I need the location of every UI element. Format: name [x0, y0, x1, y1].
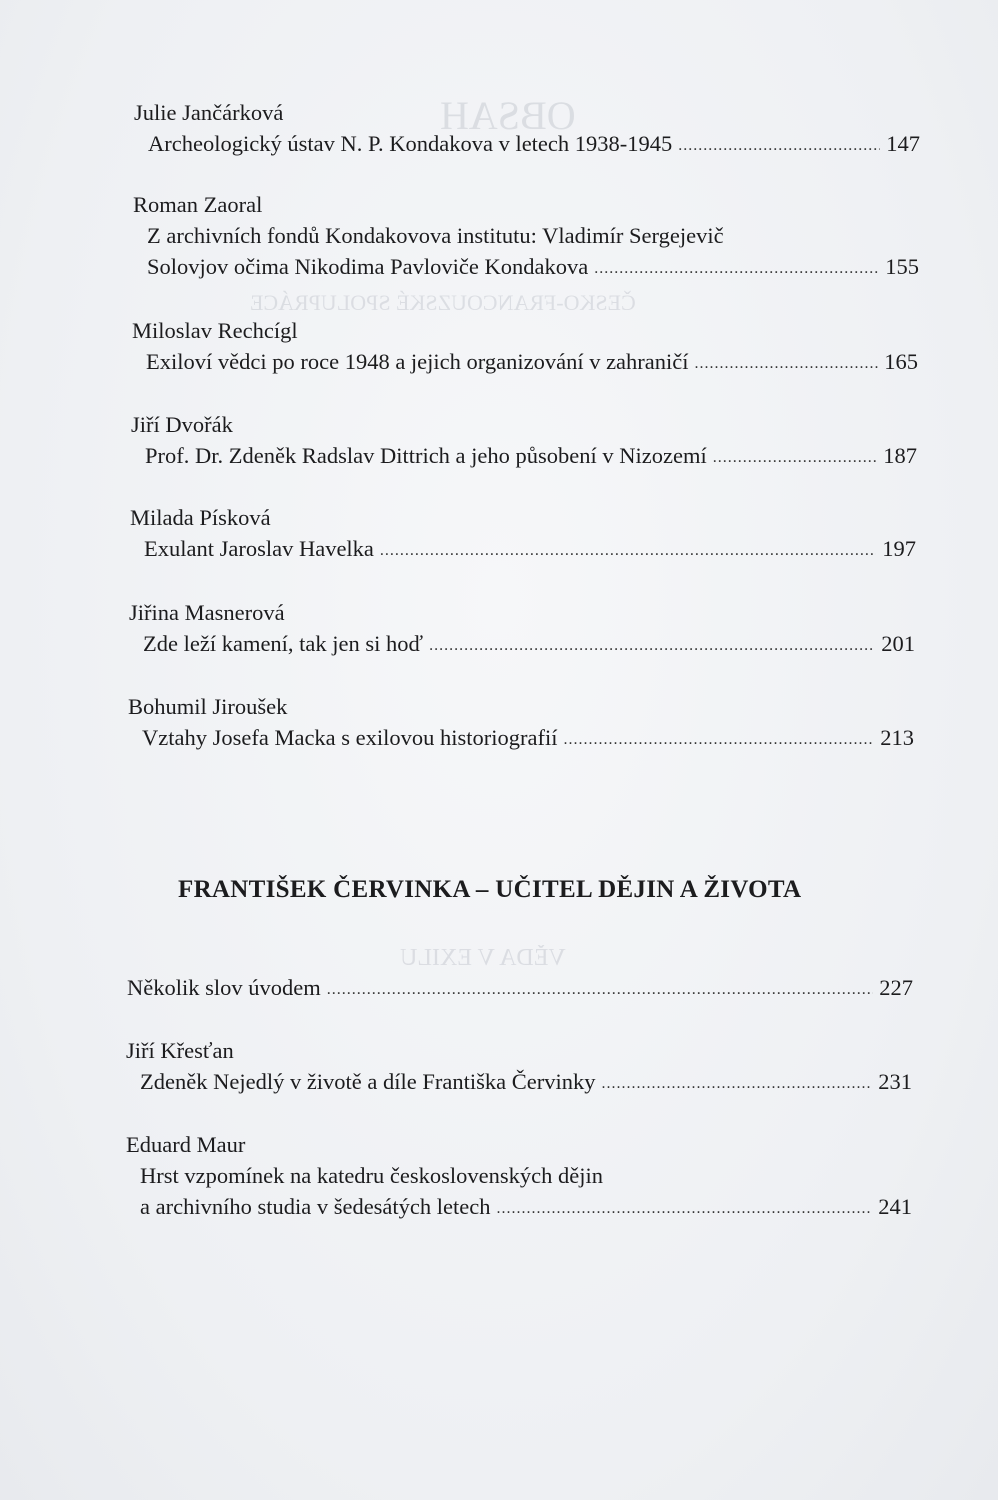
toc-entry [132, 315, 918, 380]
entry-title-row[interactable] [126, 1066, 912, 1100]
entry-author: Jiří Dvořák [131, 412, 233, 437]
dot-leader [602, 1068, 873, 1099]
entry-page-number: 165 [884, 349, 918, 374]
entry-page-number: 155 [885, 254, 919, 279]
show-through-text: ČESKO-FRANCOUZSKÉ SPOLUPRÁCE [250, 290, 636, 315]
dot-leader [380, 535, 876, 566]
entry-author: Milada Písková [130, 505, 271, 530]
entry-page-number: 213 [880, 725, 914, 750]
dot-leader [564, 724, 875, 755]
dot-leader [678, 130, 880, 161]
entry-title-row[interactable] [130, 533, 916, 567]
entry-title-row[interactable] [131, 440, 917, 474]
entry-page-number: 227 [879, 975, 913, 1000]
show-through-text: OBSAH [440, 93, 576, 138]
entry-title-row[interactable] [129, 628, 915, 662]
entry-title: Exulant Jaroslav Havelka [144, 536, 374, 561]
toc-entry [126, 1035, 912, 1100]
dot-leader [695, 348, 879, 379]
entry-author: Julie Jančárková [134, 100, 284, 125]
toc-entry [133, 189, 919, 285]
entry-author: Miloslav Rechcígl [132, 318, 298, 343]
dot-leader [429, 630, 875, 661]
entry-title: Zdeněk Nejedlý v životě a díle Františka Červinky [140, 1069, 596, 1094]
entry-author: Roman Zaoral [133, 192, 263, 217]
entry-author: Jiří Křesťan [126, 1038, 234, 1063]
entry-title-row[interactable] [132, 346, 918, 380]
toc-entry [130, 502, 916, 567]
dot-leader [497, 1193, 873, 1224]
entry-author: Jiřina Masnerová [129, 600, 285, 625]
entry-title: Archeologický ústav N. P. Kondakova v letech 1938-1945 [148, 131, 673, 156]
entry-author: Bohumil Jiroušek [128, 694, 288, 719]
section-heading: FRANTIŠEK ČERVINKA – UČITEL DĚJIN A ŽIVOTA [178, 876, 802, 903]
entry-page-number: 201 [881, 631, 915, 656]
toc-entry [129, 597, 915, 662]
entry-title: a archivního studia v šedesátých letech [140, 1194, 491, 1219]
entry-title: Vztahy Josefa Macka s exilovou historiografií [142, 725, 558, 750]
entry-title-row[interactable] [133, 251, 919, 285]
entry-title-row[interactable] [127, 972, 913, 1006]
toc-entry [127, 972, 913, 1006]
entry-title-row[interactable] [126, 1191, 912, 1225]
dot-leader [594, 253, 879, 284]
entry-title: Zde leží kamení, tak jen si hoď [143, 631, 424, 656]
entry-page-number: 231 [878, 1069, 912, 1094]
entry-author: Eduard Maur [126, 1132, 246, 1157]
entry-title-row[interactable] [128, 722, 914, 756]
entry-title: Prof. Dr. Zdeněk Radslav Dittrich a jeho působení v Nizozemí [145, 443, 707, 468]
entry-page-number: 187 [883, 443, 917, 468]
entry-title: Solovjov očima Nikodima Pavloviče Kondakova [147, 254, 589, 279]
entry-page-number: 241 [878, 1194, 912, 1219]
entry-title: Několik slov úvodem [127, 975, 321, 1000]
toc-entry [128, 691, 914, 756]
entry-title: Exiloví vědci po roce 1948 a jejich organizování v zahraničí [146, 349, 689, 374]
entry-title-row[interactable] [134, 128, 920, 162]
dot-leader [327, 974, 874, 1005]
entry-title-line: Hrst vzpomínek na katedru československých dějin [140, 1163, 604, 1188]
dot-leader [713, 442, 878, 473]
entry-page-number: 197 [882, 536, 916, 561]
entry-title-line: Z archivních fondů Kondakovova institutu: Vladimír Sergejevič [147, 223, 724, 248]
toc-entry [134, 97, 920, 162]
entry-page-number: 147 [886, 131, 920, 156]
show-through-text: VĚDA V EXILU [400, 945, 566, 971]
toc-entry [131, 409, 917, 474]
toc-entry [126, 1129, 912, 1225]
